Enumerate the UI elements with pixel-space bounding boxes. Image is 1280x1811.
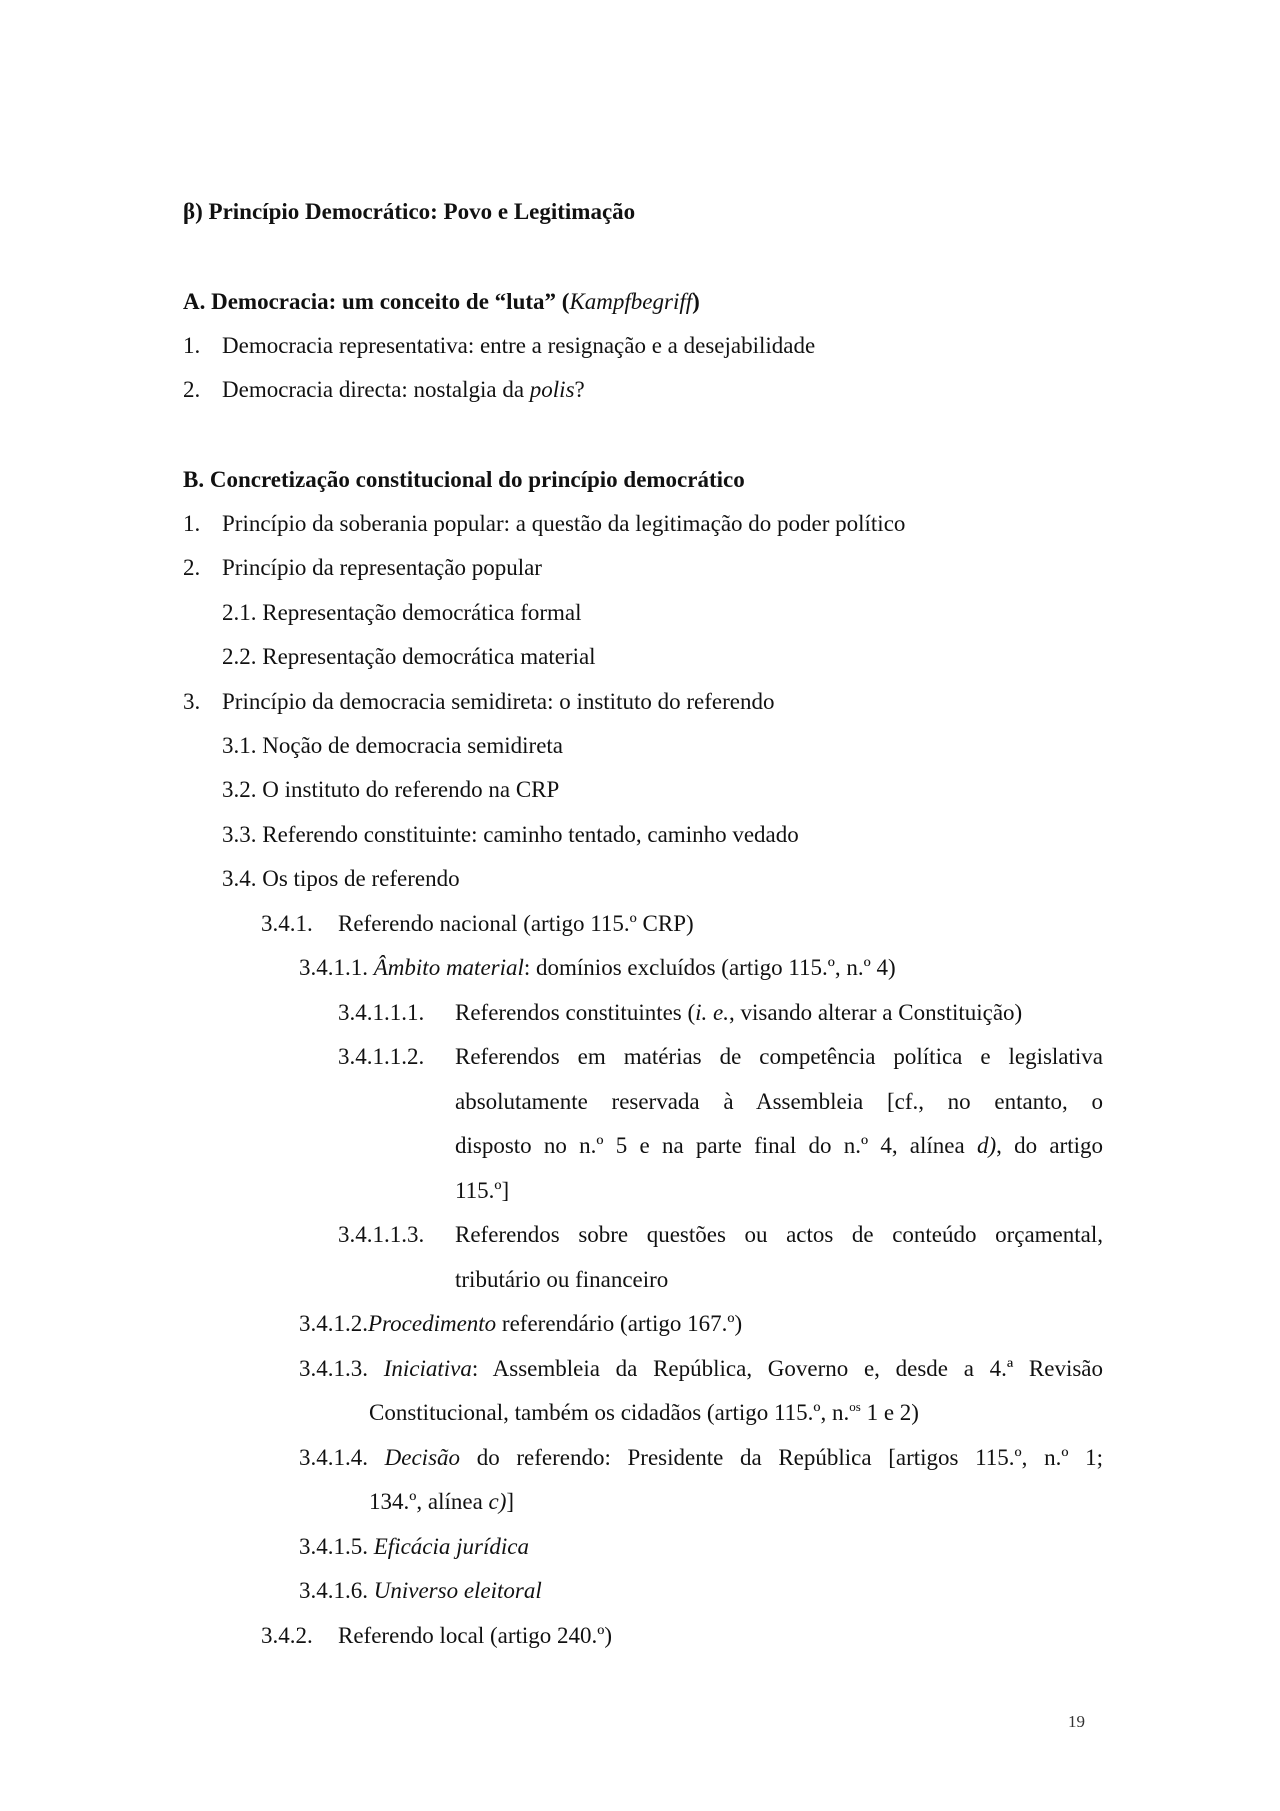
list-item: 3.2. O instituto do referendo na CRP <box>222 777 560 802</box>
list-item: 3.4.1. Referendo nacional (artigo 115.º CRP) <box>261 911 694 936</box>
list-item: 3.4.1.1. Âmbito material: domínios excluídos (artigo 115.º, n.º 4) <box>299 955 896 980</box>
list-item: 3.4.1.6. Universo eleitoral <box>299 1578 542 1603</box>
list-item-text: Referendos em matérias de competência política e legislativa <box>455 1044 1103 1069</box>
list-item-text: absolutamente reservada à Assembleia [cf., no entanto, o <box>455 1089 1103 1114</box>
list-item-number: 3.4.1.1.2. <box>338 1044 425 1069</box>
list-item-text: Constitucional, também os cidadãos (artigo 115.º, n.$^{os}$ 1 e 2) <box>369 1399 919 1425</box>
list-item-text: 134.º, alínea c)] <box>369 1489 515 1514</box>
list-item: 3.4.1.2.Procedimento referendário (artigo 167.º) <box>299 1311 743 1336</box>
heading-b: B. Concretização constitucional do princípio democrático <box>183 467 745 492</box>
list-item-text: Referendos sobre questões ou actos de conteúdo orçamental, <box>455 1222 1103 1247</box>
list-item-text: disposto no n.º 5 e na parte final do n.º 4, alínea d), do artigo <box>455 1133 1103 1158</box>
list-item: 3.4.2. Referendo local (artigo 240.º) <box>261 1623 613 1648</box>
list-item-text: 115.º] <box>455 1178 510 1203</box>
list-item: 2.2. Representação democrática material <box>222 644 596 669</box>
list-item: 2.1. Representação democrática formal <box>222 600 582 625</box>
list-item: 2. Democracia directa: nostalgia da polis? <box>183 377 585 402</box>
heading-a: A. Democracia: um conceito de “luta” (Kampfbegriff) <box>183 289 700 314</box>
list-item: 1. Democracia representativa: entre a resignação e a desejabilidade <box>183 333 816 358</box>
list-item: 3. Princípio da democracia semidireta: o instituto do referendo <box>183 689 775 714</box>
list-item-number: 3.4.1.1.3. <box>338 1222 425 1247</box>
page-number: 19 <box>1068 1712 1085 1731</box>
list-item: 3.4.1.4. Decisão do referendo: Presidente da República [artigos 115.º, n.º 1; <box>299 1445 1103 1470</box>
list-item-text: tributário ou financeiro <box>455 1267 669 1292</box>
list-item: 2. Princípio da representação popular <box>183 555 542 580</box>
list-item: 3.1. Noção de democracia semidireta <box>222 733 564 758</box>
section-title: β) Princípio Democrático: Povo e Legitimação <box>183 199 636 224</box>
list-item: 1. Princípio da soberania popular: a questão da legitimação do poder político <box>183 511 906 536</box>
list-item: 3.4.1.1.1. Referendos constituintes (i. e., visando alterar a Constituição) <box>338 1000 1023 1025</box>
list-item: 3.4.1.5. Eficácia jurídica <box>299 1534 529 1559</box>
list-item: 3.3. Referendo constituinte: caminho tentado, caminho vedado <box>222 822 799 847</box>
list-item: 3.4.1.3. Iniciativa: Assembleia da República, Governo e, desde a 4.ª Revisão <box>299 1356 1103 1381</box>
list-item: 3.4. Os tipos de referendo <box>222 866 460 891</box>
